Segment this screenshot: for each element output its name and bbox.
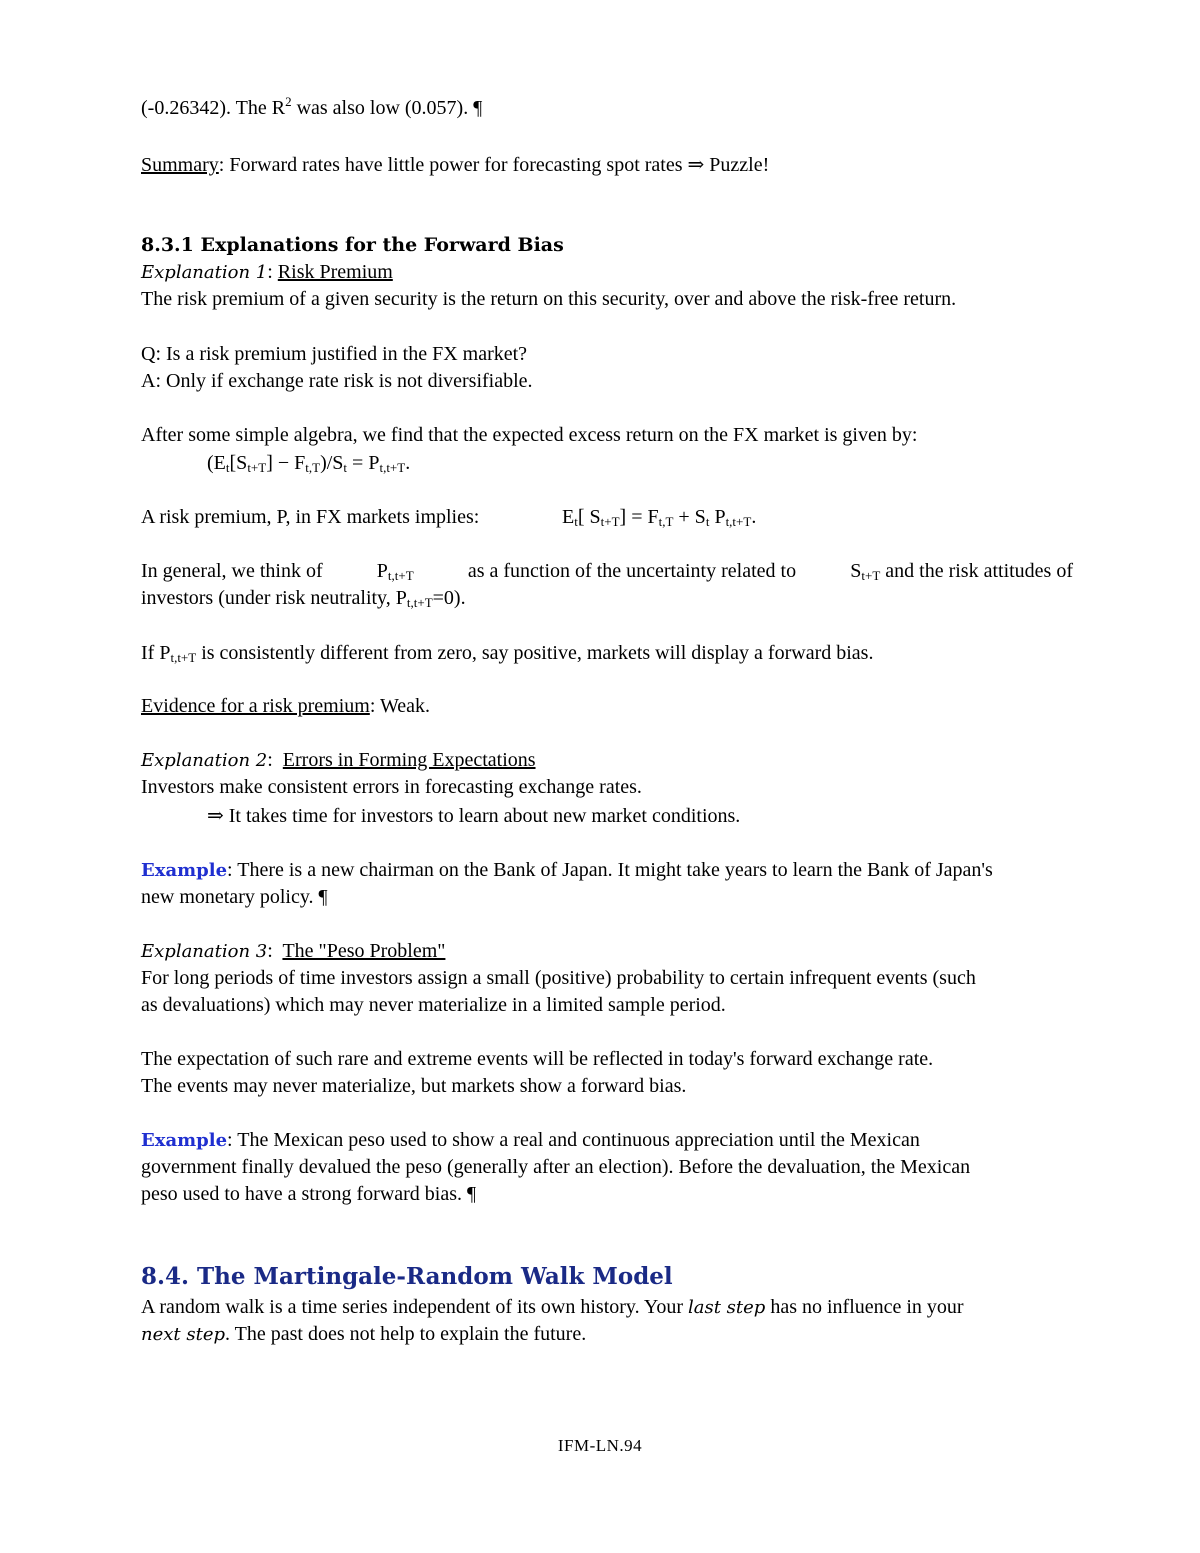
explanation-3-line-4: The events may never materialize, but markets show a forward bias. — [141, 1075, 687, 1097]
risk-premium-implies-line: A risk premium, P, in FX markets implies: — [141, 506, 480, 528]
random-walk-line-1: A random walk is a time series independent of its own history. Your last step has no influence in your — [141, 1296, 964, 1318]
r2-line: (-0.26342). The $R^2$ was also low (0.057). ¶ — [141, 94, 483, 119]
random-walk-line-2: next step. The past does not help to explain the future. — [141, 1323, 587, 1345]
question-line: Q: Is a risk premium justified in the FX market? — [141, 343, 528, 365]
example-2-line-2: government finally devalued the peso (generally after an election). Before the devaluation, the Mexican — [141, 1156, 971, 1178]
algebra-line: After some simple algebra, we find that the expected excess return on the FX market is given by: — [141, 424, 918, 446]
explanation-3-heading: Explanation 3: The "Peso Problem" — [141, 940, 446, 962]
explanation-2-implication: ⇒ It takes time for investors to learn about new market conditions. — [207, 805, 741, 827]
explanation-3-line-1: For long periods of time investors assign a small (positive) probability to certain infrequent events (such — [141, 967, 976, 989]
summary-line: Summary: Forward rates have little power for forecasting spot rates ⇒ Puzzle! — [141, 154, 770, 176]
section-heading-8-4: 8.4. The Martingale-Random Walk Model — [141, 1263, 673, 1290]
explanation-2-text: Investors make consistent errors in forecasting exchange rates. — [141, 776, 642, 798]
example-label: Example — [141, 860, 228, 881]
example-2-line-1: Example: The Mexican peso used to show a real and continuous appreciation until the Mexican — [141, 1129, 920, 1151]
answer-line: A: Only if exchange rate risk is not diversifiable. — [141, 370, 533, 392]
example-1-line-1: Example: There is a new chairman on the Bank of Japan. It might take years to learn the Bank of Japan's — [141, 859, 993, 881]
explanation-1-heading: Explanation 1: Risk Premium — [141, 261, 393, 283]
example-label: Example — [141, 1130, 228, 1151]
general-line-1: In general, we think of $P_{t,t+T}$ as a function of the uncertainty related to $S_{t+T}$ and the risk attitudes of — [141, 560, 1073, 583]
example-1-line-2: new monetary policy. ¶ — [141, 886, 328, 908]
risk-premium-formula: $E_t$[ $S_{t+T}] = F_{t,T} + S_t$ $P_{t,t+T}$. — [562, 506, 757, 529]
page-footer: IFM-LN.94 — [557, 1436, 643, 1455]
explanation-2-heading: Explanation 2: Errors in Forming Expectations — [141, 749, 536, 771]
summary-label: Summary — [141, 154, 219, 176]
forward-bias-line: If $P_{t,t+T}$ is consistently different from zero, say positive, markets will display a forward bias. — [141, 642, 874, 665]
excess-return-formula: $(E_t[S_{t+T}] - F_{t,T})/S_t = P_{t,t+T}$. — [207, 452, 411, 475]
section-heading-8-3-1: 8.3.1 Explanations for the Forward Bias — [141, 234, 564, 256]
general-line-2: investors (under risk neutrality, $P_{t,t+T}=0$). — [141, 587, 466, 610]
example-2-line-3: peso used to have a strong forward bias. ¶ — [141, 1183, 477, 1205]
explanation-3-line-2: as devaluations) which may never materialize in a limited sample period. — [141, 994, 726, 1016]
explanation-3-line-3: The expectation of such rare and extreme events will be reflected in today's forward exchange rate. — [141, 1048, 934, 1070]
risk-premium-definition: The risk premium of a given security is the return on this security, over and above the risk-free return. — [141, 288, 957, 310]
evidence-line: Evidence for a risk premium: Weak. — [141, 695, 431, 717]
